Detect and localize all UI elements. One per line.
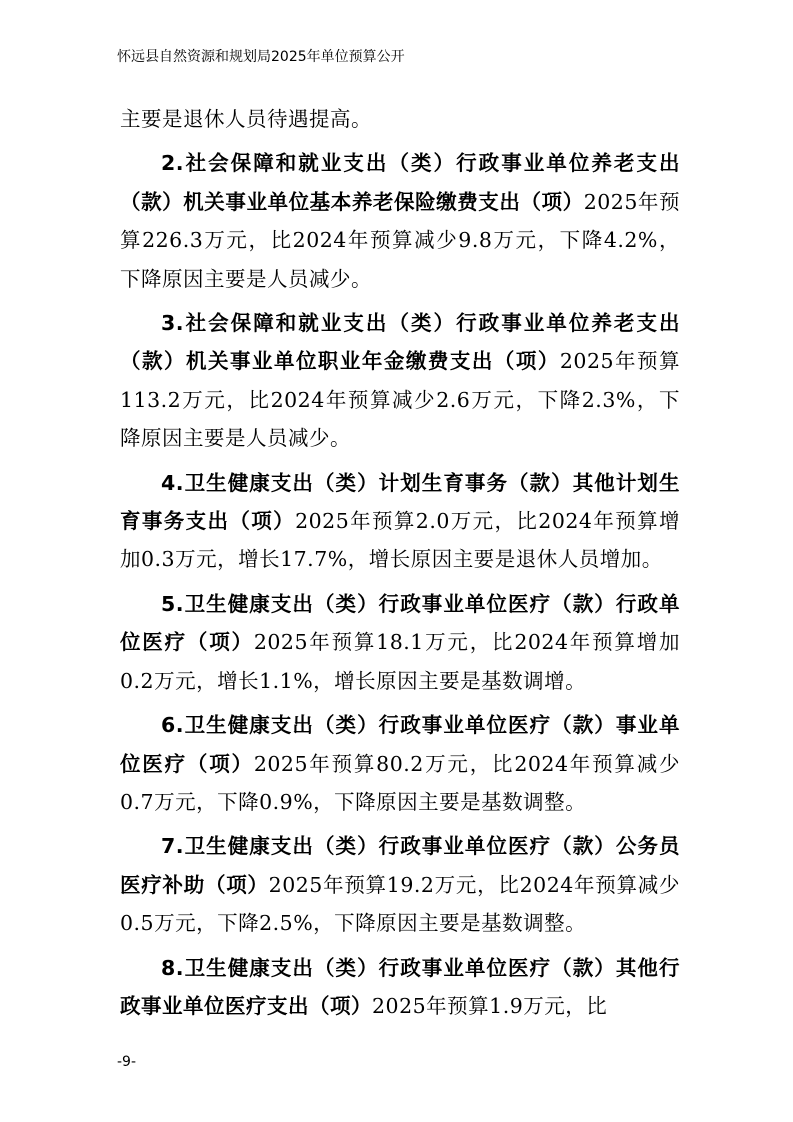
paragraph-text: 2025年预算2.0万元，比2024年预算增加0.3万元，增长17.7%，增长原因主要是退休人员增加。 xyxy=(120,509,681,572)
paragraph-heading: 6.卫生健康支出（类）行政事业单位医疗（款）事业单位医疗（项） xyxy=(120,713,680,776)
paragraph-heading: 3.社会保障和就业支出（类）行政事业单位养老支出（款）机关事业单位职业年金缴费支出（项） xyxy=(120,311,680,374)
paragraph-text: 2025年预算18.1万元，比2024年预算增加0.2万元，增长1.1%，增长原因主要是基数调增。 xyxy=(120,630,680,693)
document-body xyxy=(120,100,680,1031)
paragraph-text: 2025年预算80.2万元，比2024年预算减少0.7万元，下降0.9%，下降原因主要是基数调整。 xyxy=(120,751,680,814)
paragraph-text: 主要是退休人员待遇提高。 xyxy=(120,107,372,131)
paragraph-item-5 xyxy=(120,585,680,700)
page-number: -9- xyxy=(117,1054,137,1070)
paragraph-item-8 xyxy=(120,949,680,1026)
paragraph-heading: 5.卫生健康支出（类）行政事业单位医疗（款）行政单位医疗（项） xyxy=(120,591,680,655)
paragraph-text: 2025年预算19.2万元，比2024年预算减少0.5万元，下降2.5%，下降原因主要是基数调整。 xyxy=(120,872,680,936)
paragraph-heading: 7.卫生健康支出（类）行政事业单位医疗（款）公务员医疗补助（项） xyxy=(120,834,680,897)
paragraph-text: 2025年预算226.3万元，比2024年预算减少9.8万元，下降4.2%，下降原因主要是人员减少。 xyxy=(120,189,681,291)
paragraph-heading: 2.社会保障和就业支出（类）行政事业单位养老支出（款）机关事业单位基本养老保险缴费支出（项） xyxy=(120,151,680,214)
paragraph-text: 2025年预算113.2万元，比2024年预算减少2.6万元，下降2.3%，下降原因主要是人员减少。 xyxy=(120,349,681,451)
paragraph-item-3 xyxy=(120,304,680,458)
paragraph-item-7 xyxy=(120,827,680,942)
document-header: 怀远县自然资源和规划局2025年单位预算公开 xyxy=(117,49,405,65)
paragraph-item-4 xyxy=(120,464,680,579)
paragraph-item-6 xyxy=(120,706,680,821)
paragraph-item-2 xyxy=(120,144,680,298)
paragraph-heading: 8.卫生健康支出（类）行政事业单位医疗（款）其他行政事业单位医疗支出（项） xyxy=(120,955,680,1018)
paragraph-continuation xyxy=(120,100,680,138)
paragraph-text: 2025年预算1.9万元，比 xyxy=(372,993,608,1018)
paragraph-heading: 4.卫生健康支出（类）计划生育事务（款）其他计划生育事务支出（项） xyxy=(120,470,680,534)
